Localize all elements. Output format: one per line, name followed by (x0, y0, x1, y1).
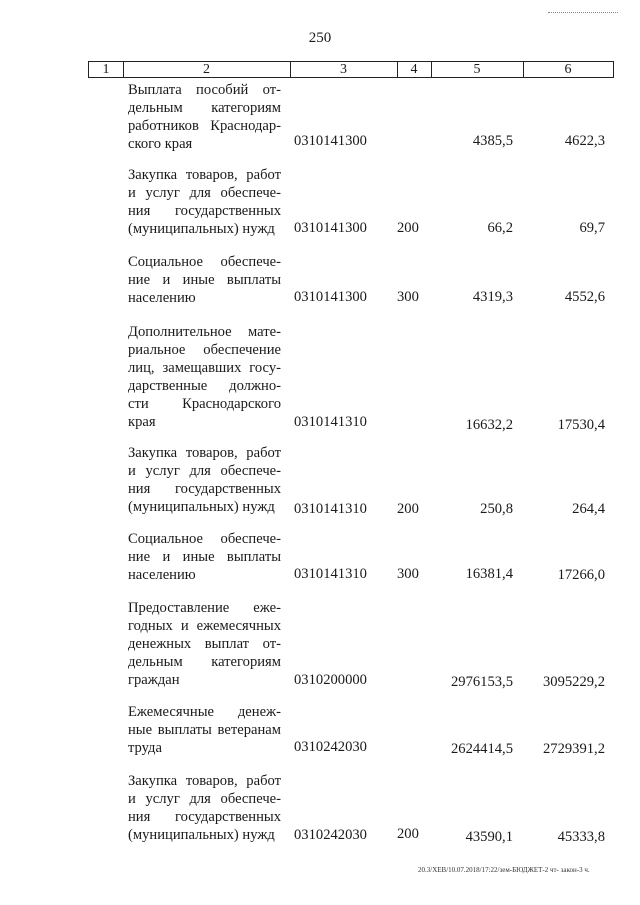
description-line: лиц, замещавших госу- (128, 360, 281, 376)
description-line: и услуг для обеспече- (128, 463, 281, 479)
row-description (128, 703, 281, 757)
description-line: ные выплаты ветеранам (128, 722, 281, 738)
footer-reference: 20.3/ХЕВ/10.07.2018/17:22/зем-БЮДЖЕТ-2 чт- закон-3 ч. (418, 866, 590, 874)
row-value-1: 4385,5 (472, 133, 513, 149)
row-type: 200 (397, 501, 419, 517)
row-code: 0310242030 (294, 739, 367, 755)
description-line: дельным категориям (128, 654, 281, 670)
description-line: населению (128, 290, 196, 306)
header-col-4: 4 (410, 62, 418, 77)
description-line: ние и иные выплаты (128, 549, 281, 565)
description-line: Социальное обеспече- (128, 254, 281, 270)
row-value-2: 45333,8 (557, 829, 605, 845)
row-description (128, 253, 281, 307)
description-line: ния государственных (128, 809, 281, 825)
row-code: 0310141310 (294, 501, 367, 517)
row-code: 0310141310 (294, 414, 367, 430)
description-line: сти Краснодарского (128, 396, 281, 412)
row-value-2: 4622,3 (564, 133, 605, 149)
description-line: ния государственных (128, 203, 281, 219)
row-description (128, 323, 281, 431)
description-line: труда (128, 740, 162, 756)
page-number: 250 (308, 30, 332, 46)
description-line: и услуг для обеспече- (128, 185, 281, 201)
description-line: (муниципальных) нужд (128, 827, 275, 843)
description-line: Предоставление еже- (128, 600, 281, 616)
description-line: работников Краснодар- (128, 118, 281, 134)
row-value-2: 17530,4 (557, 417, 605, 433)
row-value-1: 16632,2 (465, 417, 513, 433)
row-description (128, 166, 281, 238)
description-line: годных и ежемесячных (128, 618, 281, 634)
header-col-1: 1 (102, 62, 110, 77)
row-value-2: 3095229,2 (542, 674, 605, 690)
row-description (128, 444, 281, 516)
table-header (88, 61, 614, 78)
description-line: граждан (128, 672, 180, 688)
row-type: 200 (397, 826, 419, 842)
row-value-1: 4319,3 (472, 289, 513, 305)
row-description (128, 599, 281, 689)
row-code: 0310141310 (294, 566, 367, 582)
description-line: Ежемесячные денеж- (128, 704, 281, 720)
row-value-2: 17266,0 (557, 567, 605, 583)
row-type: 300 (397, 289, 419, 305)
description-line: (муниципальных) нужд (128, 499, 275, 515)
description-line: риальное обеспечение (128, 342, 281, 358)
description-line: Социальное обеспече- (128, 531, 281, 547)
row-value-1: 2624414,5 (450, 741, 513, 757)
description-line: дельным категориям (128, 100, 281, 116)
header-col-2: 2 (203, 62, 210, 77)
description-line: и услуг для обеспече- (128, 791, 281, 807)
row-value-1: 250,8 (480, 501, 513, 517)
row-code: 0310200000 (294, 672, 367, 688)
row-value-2: 4552,6 (564, 289, 605, 305)
row-code: 0310141300 (294, 220, 367, 236)
description-line: ния государственных (128, 481, 281, 497)
description-line: Закупка товаров, работ (128, 445, 281, 461)
row-value-1: 43590,1 (465, 829, 513, 845)
description-line: (муниципальных) нужд (128, 221, 275, 237)
description-line: Закупка товаров, работ (128, 773, 281, 789)
row-type: 300 (397, 566, 419, 582)
header-col-3: 3 (340, 62, 347, 77)
row-code: 0310141300 (294, 289, 367, 305)
row-type: 200 (397, 220, 419, 236)
row-value-2: 69,7 (579, 220, 605, 236)
description-line: ского края (128, 136, 193, 152)
row-value-2: 2729391,2 (542, 741, 605, 757)
header-col-5: 5 (473, 62, 481, 77)
description-line: края (128, 414, 156, 430)
corner-scan-mark (548, 12, 618, 15)
row-description (128, 772, 281, 844)
row-code: 0310242030 (294, 827, 367, 843)
description-line: ние и иные выплаты (128, 272, 281, 288)
description-line: Закупка товаров, работ (128, 167, 281, 183)
row-description (128, 81, 281, 153)
row-value-1: 16381,4 (465, 566, 513, 582)
description-line: денежных выплат от- (128, 636, 281, 652)
row-value-1: 2976153,5 (450, 674, 513, 690)
row-description (128, 530, 281, 584)
description-line: дарственные должно- (128, 378, 281, 394)
row-value-1: 66,2 (487, 220, 513, 236)
description-line: Дополнительное мате- (128, 324, 281, 340)
header-col-6: 6 (564, 62, 572, 77)
description-line: Выплата пособий от- (128, 82, 281, 98)
row-value-2: 264,4 (572, 501, 605, 517)
row-code: 0310141300 (294, 133, 367, 149)
description-line: населению (128, 567, 196, 583)
